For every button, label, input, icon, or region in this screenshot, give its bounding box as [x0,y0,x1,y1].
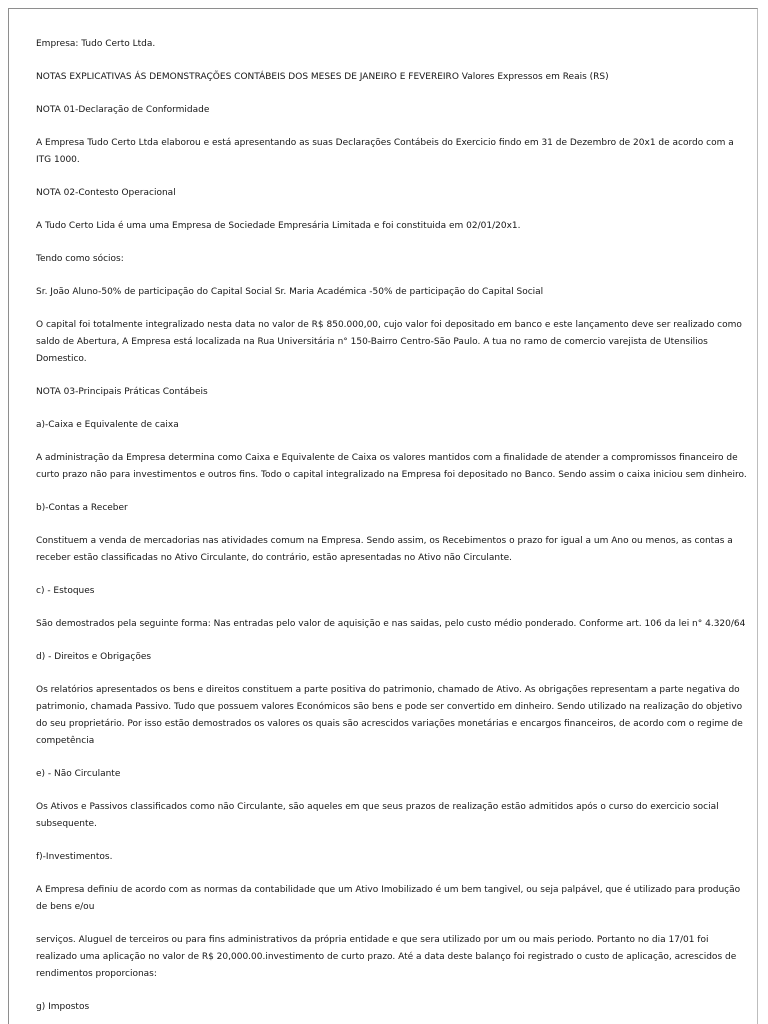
capital-text: O capital foi totalmente integralizado nesta data no valor de R$ 850.000,00, cujo valor foi depositado em banco e este lançamento deve ser realizado como saldo de Abertura, A Empresa está localizada na Rua Universitária n° 150-Bairro Centro-São Paulo. A tua no ramo de comercio varejista de Utensilios Domestico. [36,320,742,364]
section-a-heading: a)-Caixa e Equivalente de caixa [36,420,179,430]
section-b-text: Constituem a venda de mercadorias nas atividades comum na Empresa. Sendo assim, os Recebimentos o prazo for igual a um Ano ou menos, as contas a receber estão classificadas no Ativo Circulante, do contrário, estão apresentadas no Ativo não Circulante. [36,536,733,563]
note-02-text: A Tudo Certo Lida é uma uma Empresa de Sociedade Empresária Limitada e foi constituida em 02/01/20x1. [36,221,521,231]
company-name: Empresa: Tudo Certo Ltda. [36,39,156,49]
section-d-heading: d) - Direitos e Obrigações [36,652,152,662]
section-f-text-1: A Empresa definiu de acordo com as normas da contabilidade que um Ativo Imobilizado é um bem tangivel, ou seja palpável, que é utilizado para produção de bens e/ou [36,885,741,912]
note-03-heading: NOTA 03-Principais Práticas Contábeis [36,387,208,397]
section-d-text: Os relatórios apresentados os bens e direitos constituem a parte positiva do patrimonio, chamado de Ativo. As obrigações representam a parte negativa do patrimonio, chamada Passivo. Tudo que possuem valores Económicos são bens e pode ser convertido em dinheiro. Sendo utilizado na realização do objetivo do seu proprietário. Por isso estão demostrados os valores os quais são acrescidos variações monetárias e encargos financeiros, de acordo com o regime de competência [36,685,743,746]
section-c-heading: c) - Estoques [36,586,95,596]
section-e-text: Os Ativos e Passivos classificados como não Circulante, são aqueles em que seus prazos de realização estão admitidos após o curso do exercicio social subsequente. [36,802,719,829]
note-02-heading: NOTA 02-Contesto Operacional [36,188,176,198]
document-title: NOTAS EXPLICATIVAS ÁS DEMONSTRAÇÕES CONTÁBEIS DOS MESES DE JANEIRO E FEVEREIRO Valores Expressos em Reais (RS) [36,72,609,82]
document-sheet [8,8,758,1024]
section-a-text: A administração da Empresa determina como Caixa e Equivalente de Caixa os valores mantidos com a finalidade de atender a compromissos financeiro de curto prazo não para investimentos e outros fins. Todo o capital integralizado na Empresa foi depositado no Banco. Sendo assim o caixa iniciou sem dinheiro. [36,453,747,480]
partners-label: Tendo como sócios: [36,254,124,264]
section-e-heading: e) - Não Circulante [36,769,121,779]
section-f-heading: f)-Investimentos. [36,852,113,862]
section-c-text: São demostrados pela seguinte forma: Nas entradas pelo valor de aquisição e nas saidas, pelo custo médio ponderado. Conforme art. 106 da lei n° 4.320/64 [36,619,746,629]
document-body [36,36,748,1024]
section-g-heading: g) Impostos [36,1002,90,1012]
note-01-text: A Empresa Tudo Certo Ltda elaborou e está apresentando as suas Declarações Contábeis do Exercicio findo em 31 de Dezembro de 20x1 de acordo com a ITG 1000. [36,138,734,165]
section-f-text-2: serviços. Aluguel de terceiros ou para fins administrativos da própria entidade e que sera utilizado por um ou mais periodo. Portanto no dia 17/01 foi realizado uma aplicação no valor de R$ 20,000.00.investimento de curto prazo. Até a data deste balanço foi registrado o custo de aplicação, acrescidos de rendimentos proporcionas: [36,935,737,979]
note-01-heading: NOTA 01-Declaração de Conformidade [36,105,210,115]
section-b-heading: b)-Contas a Receber [36,503,128,513]
partners-text: Sr. João Aluno-50% de participação do Capital Social Sr. Maria Académica -50% de participação do Capital Social [36,287,544,297]
